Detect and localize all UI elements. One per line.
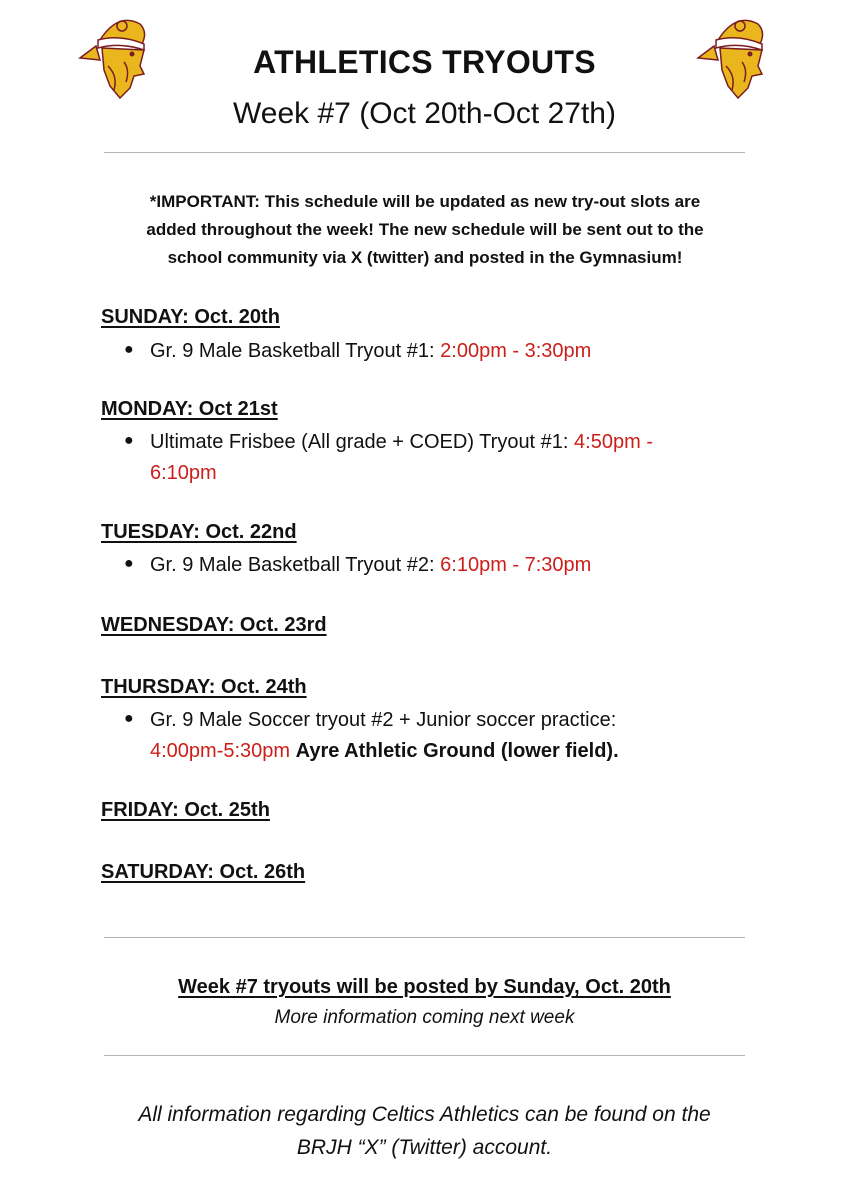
item-text: Gr. 9 Male Basketball Tryout #1: [150,340,441,362]
divider [104,1055,745,1056]
item-time: 4:50pm - [574,431,653,453]
notice-line: school community via X (twitter) and posted in the Gymnasium! [167,248,683,267]
item-time-continued: 6:10pm [150,462,217,484]
important-notice [100,188,750,272]
bullet-icon: ● [124,341,134,358]
item-time: 6:10pm - 7:30pm [440,554,592,576]
schedule-item [150,705,740,767]
day-heading-sunday: SUNDAY: Oct. 20th [101,306,280,328]
footer-heading: Week #7 tryouts will be posted by Sunday, Oct. 20th [178,976,671,998]
bullet-icon: ● [124,555,134,572]
item-text: Gr. 9 Male Basketball Tryout #2: [150,554,441,576]
item-text: Gr. 9 Male Soccer tryout #2 + Junior soccer practice: [150,709,617,731]
divider [104,937,745,938]
divider [104,152,745,153]
schedule-item [150,336,740,367]
schedule-item [150,427,740,489]
page-title: ATHLETICS TRYOUTS [253,44,596,80]
bullet-icon: ● [124,710,134,727]
closing-line: BRJH “X” (Twitter) account. [296,1136,553,1159]
day-heading-monday: MONDAY: Oct 21st [101,398,278,420]
item-text: Ultimate Frisbee (All grade + COED) Tryout #1: [150,431,575,453]
day-heading-wednesday: WEDNESDAY: Oct. 23rd [101,614,327,636]
day-heading-thursday: THURSDAY: Oct. 24th [101,676,307,698]
notice-line: *IMPORTANT: This schedule will be updated as new try-out slots are [149,192,701,211]
week-subtitle: Week #7 (Oct 20th-Oct 27th) [233,97,616,130]
footer-subtext: More information coming next week [274,1007,575,1028]
day-heading-saturday: SATURDAY: Oct. 26th [101,861,306,883]
bullet-icon: ● [124,432,134,449]
day-heading-tuesday: TUESDAY: Oct. 22nd [101,521,297,543]
item-time: 4:00pm-5:30pm [150,740,291,762]
closing-line: All information regarding Celtics Athletics can be found on the [138,1103,711,1126]
item-location: Ayre Athletic Ground (lower field). [295,740,619,762]
notice-line: added throughout the week! The new schedule will be sent out to the [146,220,704,239]
schedule-item [150,550,740,581]
item-time: 2:00pm - 3:30pm [440,340,592,362]
day-heading-friday: FRIDAY: Oct. 25th [101,799,270,821]
closing-note [0,1098,849,1164]
